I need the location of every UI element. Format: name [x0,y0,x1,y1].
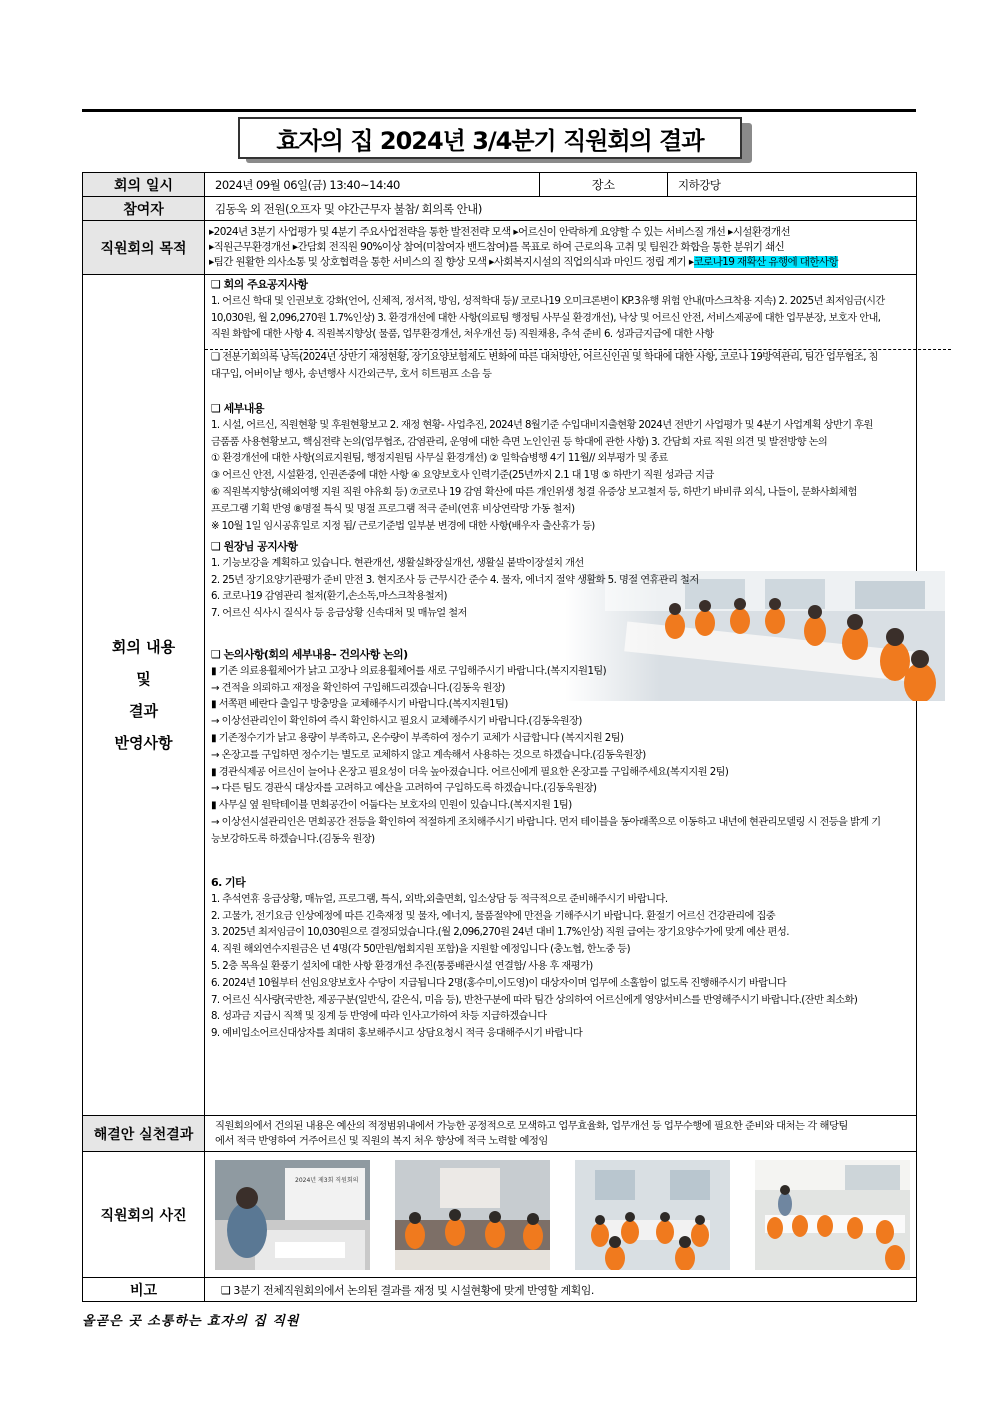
date-value: 2024년 09월 06일(금) 13:40~14:40 [205,173,540,197]
top-rule [82,109,916,112]
purpose-line-1: ▸2024년 3분기 사업평가 및 4분기 주요사업전략을 통한 발전전략 모색 ▸어르신이 안락하게 요양할 수 있는 서비스질 개선 ▸시설환경개선 [209,226,790,238]
other-line-6: 6. 2024년 10월부터 선임요양보호사 수당이 지급됩니다 2명(홍수미,이도영)이 대상자이며 업무에 소홀함이 없도록 진행해주시기 바랍니다 [211,977,787,989]
discussion-line-3: ▮ 서쪽편 베란다 출입구 방충망을 교체해주시기 바랍니다.(복지지원1팀) [211,699,508,711]
photo-3 [575,1160,730,1270]
photo-4 [755,1160,910,1270]
remark-label: 비고 [83,1278,205,1302]
row-photos [83,1152,917,1278]
result-line-1: 직원회의에서 건의된 내용은 예산의 적정범위내에서 가능한 공정적으로 모색하고 업무효율화, 업무개선 등 업무수행에 필요한 준비와 대처는 각 해당팀 [215,1119,848,1132]
other-line-3: 3. 2025년 최저임금이 10,030원으로 결정되었습니다.(월 2,096,270원 24년 대비 1.7%인상) 직원 급여는 장기요양수가에 맞게 예산 편성. [211,927,789,939]
result-cell [205,1116,917,1152]
director-heading: ❑ 원장님 공지사항 [211,540,298,553]
director-line-2: 2. 25년 장기요양기관평가 준비 만전 3. 현지조사 등 근무시간 준수 4. 물자, 에너지 절약 생활화 5. 명절 연휴관리 철저 [211,574,699,586]
other-line-7: 7. 어르신 식사량(국반찬, 제공구분(일반식, 갈은식, 미음 등), 반찬구분에 따라 팀간 상의하여 어르신에게 영양서비스를 반영해주시기 바랍니다.(잔반 최소화) [211,994,858,1006]
section-details [211,401,941,535]
discussion-line-1: ▮ 기존 의료용휠체어가 낡고 고장나 의료용휠체어를 새로 구입해주시기 바랍니다.(복지지원1팀) [211,665,607,677]
prev-minutes-line-2: 대구입, 어버이날 행사, 송년행사 시간외근무, 호서 히트펌프 소음 등 [211,368,492,380]
section-other [211,875,941,1043]
discussion-line-2: → 견적을 의뢰하고 재정을 확인하여 구입해드리겠습니다.(김동욱 원장) [211,682,505,694]
content-cell [205,275,917,1116]
content-label [83,275,205,1116]
row-result [83,1116,917,1152]
footer-signature: 올곧은 곳 소통하는 효자의 집 직원 [82,1314,300,1329]
attendees-label: 참여자 [83,197,205,221]
details-line-6: 프로그램 기획 반영 ⑧명절 특식 및 명절 프로그램 적극 준비(연휴 비상연락망 가동 철저) [211,503,575,515]
covid-highlight: 코로나19 재확산 유행에 대한사항 [693,256,838,268]
place-value: 지하강당 [668,173,917,197]
photos-cell [205,1152,917,1278]
discussion-line-6: → 온장고를 구입하면 정수기는 별도로 교체하지 않고 계속해서 사용하는 것으로 하겠습니다.(김동욱원장) [211,749,646,761]
other-line-1: 1. 추석연휴 응급상황, 매뉴얼, 프로그램, 특식, 외박,외출면회, 입소상담 등 적극적으로 준비해주시기 바랍니다. [211,893,668,905]
photo-1 [215,1160,370,1270]
purpose-label: 직원회의 목적 [83,221,205,275]
notices-heading: ❑ 회의 주요공지사항 [211,278,308,291]
details-line-7: ※ 10월 1일 임시공휴일로 지정 됨/ 근로기준법 일부분 변경에 대한 사항(배우자 출산휴가 등) [211,520,595,532]
discussion-line-11: 능보강하도록 하겠습니다.(김동욱 원장) [211,833,375,845]
details-line-4: ③ 어르신 안전, 시설환경, 인권존중에 대한 사항 ④ 요양보호사 인력기준(25년까지 2.1 대 1명 ⑤ 하반기 직원 성과금 지급 [211,470,714,482]
row-purpose [83,221,917,275]
details-line-3: ① 환경개선에 대한 사항(의료지원팀, 행정지원팀 사무실 환경개선) ② 일학습병행 4기 11월// 외부평가 및 종료 [211,453,668,465]
section-discussion [211,647,941,849]
discussion-line-8: → 다른 팀도 경관식 대상자를 고려하고 예산을 고려하여 구입하도록 하겠습니다.(김동욱원장) [211,783,597,795]
details-line-5: ⑥ 직원복지향상(해외여행 지원 직원 야유회 등) ⑦코로나 19 감염 확산에 따른 개인위생 청결 유증상 보고철저 등, 하반기 바비큐 외식, 나들이, 문화사회체험 [211,486,857,498]
other-heading: 6. 기타 [211,876,246,889]
attendees-value: 김동욱 외 전원(오프자 및 야간근무자 불참/ 회의록 안내) [205,197,917,221]
content-body [205,275,916,1115]
photos-label: 직원회의 사진 [83,1152,205,1278]
row-remark [83,1278,917,1302]
other-line-8: 8. 성과금 지급시 직책 및 징계 등 반영에 따라 인사고가하여 차등 지급하겠습니다 [211,1011,547,1023]
section-prev-minutes [205,349,951,384]
photo-2 [395,1160,550,1270]
purpose-line-2: ▸직원근무환경개선 ▸간담회 전직원 90%이상 참여(미참여자 밴드참여)를 목표로 하여 근로의욕 고취 및 팀원간 화합을 통한 분위기 쇄신 [209,241,785,253]
date-label: 회의 일시 [83,173,205,197]
report-table [82,172,917,1302]
photo-strip [205,1160,916,1270]
notices-line-3: 직원 화합에 대한 사항 4. 직원복지향상( 물품, 업무환경개선, 처우개선 등) 직원채용, 추석 준비 6. 성과금지급에 대한 사항 [211,329,714,341]
section-notices [211,277,941,344]
content-label-1: 회의 내용 [111,638,176,656]
row-date [83,173,917,197]
notices-line-1: 1. 어르신 학대 및 인권보호 강화(언어, 신체적, 정서적, 방임, 성적학대 등)/ 코로나19 오미크론변이 KP.3유행 위험 안내(마스크착용 지속) 2. 2025년 최저임금(시간 [211,295,885,307]
notices-line-2: 10,030원, 월 2,096,270원 1.7%인상) 3. 환경개선에 대한 사항(의료팀 행정팀 사무실 환경개선), 낙상 및 어르신 안전, 서비스제공에 대한 업무분장, 보호자 안내, [211,312,881,324]
other-line-2: 2. 고물가, 전기요금 인상예정에 따른 긴축재정 및 물자, 에너지, 물품절약에 만전을 기해주시기 바랍니다. 환절기 어르신 건강관리에 집중 [211,910,776,922]
title-banner [238,117,748,161]
row-content [83,275,917,1116]
purpose-line-3-text: ▸팀간 원활한 의사소통 및 상호협력을 통한 서비스의 질 향상 모색 ▸사회복지시설의 직업의식과 마인드 정립 계기 ▸ [209,256,694,268]
content-label-2: 및 [136,670,151,688]
details-line-1: 1. 시설, 어르신, 직원현황 및 후원현황보고 2. 재정 현황- 사업추진, 2024년 8월기준 수입대비지출현황 2024년 전반기 사업평가 및 4분기 사업계획 상반기 후원 [211,419,873,431]
prev-minutes-line-1: ❑ 전분기회의록 낭독(2024년 상반기 재정현황, 장기요양보험제도 변화에 따른 대처방안, 어르신인권 및 학대에 대한 사항, 코로나 19방역관리, 팀간 업무협조, 침 [211,352,878,363]
other-line-5: 5. 2층 목욕실 환풍기 설치에 대한 사항 환경개선 추진(통풍배관시설 연결함/ 사용 후 재평가) [211,960,593,972]
page-title: 효자의 집 2024년 3/4분기 직원회의 결과 [238,117,742,159]
other-line-4: 4. 직원 해외연수지원금은 년 4명(각 50만원/협회지원 포함)을 지원할 예정입니다 (충노협, 한노중 등) [211,944,631,956]
director-line-3: 6. 코로나19 감염관리 철저(환기,손소독,마스크착용철저) [211,591,447,603]
discussion-line-4: → 이상선관리인이 확인하여 즉시 확인하시고 필요시 교체해주시기 바랍니다.(김동욱원장) [211,716,582,728]
result-label: 해결안 실천결과 [83,1116,205,1152]
discussion-heading: ❑ 논의사항(회의 세부내용- 건의사항 논의) [211,648,408,661]
director-line-1: 1. 기능보강을 계획하고 있습니다. 현관개선, 생활실화장실개선, 생활실 붙박이장설치 개선 [211,557,584,569]
content-label-4: 반영사항 [114,734,173,752]
discussion-line-7: ▮ 경관식제공 어르신이 늘어나 온장고 필요성이 더욱 높아졌습니다. 어르신에게 필요한 온장고를 구입해주세요(복지지원 2팀) [211,766,729,778]
details-heading: ❑ 세부내용 [211,402,264,415]
other-line-9: 9. 예비입소어르신대상자를 최대히 홍보해주시고 상담요청시 적극 응대해주시기 바랍니다 [211,1028,583,1040]
purpose-cell [205,221,917,275]
discussion-line-5: ▮ 기존정수기가 낡고 용량이 부족하고, 온수량이 부족하여 정수기 교체가 시급합니다 (복지지원 2팀) [211,732,624,744]
remark-value: ❑ 3분기 전체직원회의에서 논의된 결과를 재정 및 시설현황에 맞게 반영할 계획임. [205,1278,917,1302]
result-line-2: 에서 적극 반영하여 거주어르신 및 직원의 복지 처우 향상에 적극 노력할 예정임 [215,1134,548,1147]
discussion-line-9: ▮ 사무실 옆 원탁테이블 면회공간이 어둡다는 보호자의 민원이 있습니다.(복지지원 1팀) [211,800,572,812]
slide-text: 2024년 제3회 직원회의 [295,1176,359,1184]
details-line-2: 금품품 사용현황보고, 핵심전략 논의(업무협조, 감염관리, 운영에 대한 측면 노인인권 등 학대에 관한 사항) 3. 간담회 자료 직원 의견 및 발전방향 논의 [211,436,828,448]
purpose-line-3 [205,255,916,270]
director-line-4: 7. 어르신 식사시 질식사 등 응급상황 신속대처 및 매뉴얼 철저 [211,608,467,620]
place-label: 장소 [540,173,668,197]
section-director [211,539,941,623]
row-attendees [83,197,917,221]
content-label-3: 결과 [129,702,158,720]
discussion-line-10: → 이상선시설관리인은 면회공간 전등을 확인하여 적절하게 조치해주시기 바랍니다. 먼저 테이블을 동아래쪽으로 이동하고 내년에 현관리모델링 시 전등을 밝게 기 [211,816,881,828]
